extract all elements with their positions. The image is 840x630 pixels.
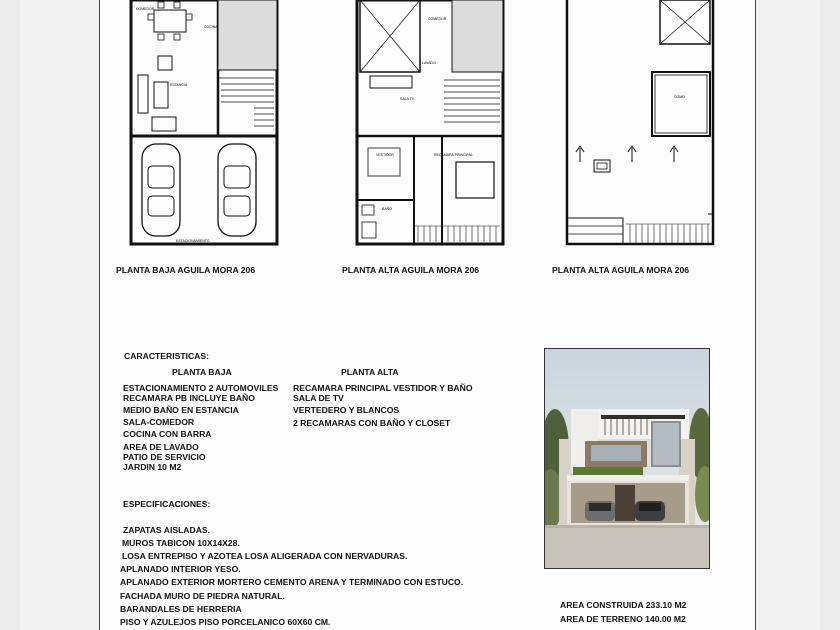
list-item: MEDIO BAÑO EN ESTANCIA bbox=[123, 405, 239, 415]
list-item: LOSA ENTREPISO Y AZOTEA LOSA ALIGERADA CON NERVADURAS. bbox=[122, 551, 408, 561]
list-item: JARDIN 10 M2 bbox=[123, 462, 182, 472]
house-rendering bbox=[544, 348, 710, 569]
list-item: ZAPATAS AISLADAS. bbox=[123, 525, 211, 535]
svg-text:COMEDOR: COMEDOR bbox=[428, 17, 447, 21]
list-item: AREA DE LAVADO bbox=[123, 442, 199, 452]
list-item: FACHADA MURO DE PIEDRA NATURAL. bbox=[120, 591, 285, 601]
list-item: COCINA CON BARRA bbox=[123, 429, 212, 439]
list-item: BARANDALES DE HERRERIA bbox=[120, 604, 242, 614]
svg-text:COMEDOR: COMEDOR bbox=[136, 7, 155, 11]
svg-text:SALA TV: SALA TV bbox=[400, 97, 415, 101]
list-item: 2 RECAMARAS CON BAÑO Y CLOSET bbox=[293, 418, 451, 428]
floor-plan-ground bbox=[126, 0, 282, 250]
list-item: MUROS TABICON 10X14X28. bbox=[122, 538, 240, 548]
area-construida: AREA CONSTRUIDA 233.10 M2 bbox=[560, 600, 687, 610]
svg-text:RECAMARA PRINCIPAL: RECAMARA PRINCIPAL bbox=[434, 153, 473, 157]
svg-text:COCINA: COCINA bbox=[204, 25, 218, 29]
plan-caption-roof: PLANTA ALTA AGUILA MORA 206 bbox=[552, 265, 690, 275]
planta-baja-title: PLANTA BAJA bbox=[172, 367, 232, 377]
floor-plan-roof bbox=[562, 0, 718, 250]
list-item: SALA-COMEDOR bbox=[123, 417, 195, 427]
specs-heading: ESPECIFICACIONES: bbox=[123, 499, 211, 509]
floor-plan-upper bbox=[352, 0, 508, 250]
list-item: ESTACIONAMIENTO 2 AUTOMOVILES bbox=[123, 383, 279, 393]
planta-alta-title: PLANTA ALTA bbox=[341, 367, 399, 377]
plan-caption-upper: PLANTA ALTA AGUILA MORA 206 bbox=[342, 265, 480, 275]
svg-text:LAVADO: LAVADO bbox=[422, 61, 436, 65]
list-item: VERTEDERO Y BLANCOS bbox=[293, 405, 400, 415]
list-item: APLANADO EXTERIOR MORTERO CEMENTO ARENA Y TERMINADO CON ESTUCO. bbox=[120, 577, 464, 587]
area-terreno: AREA DE TERRENO 140.00 M2 bbox=[560, 614, 686, 624]
list-item: SALA DE TV bbox=[293, 393, 344, 403]
list-item: RECAMARA PRINCIPAL VESTIDOR Y BAÑO bbox=[293, 383, 473, 393]
list-item: PISO Y AZULEJOS PISO PORCELANICO 60X60 CM. bbox=[120, 617, 331, 627]
svg-text:ESTACIONAMIENTO: ESTACIONAMIENTO bbox=[176, 239, 210, 243]
features-heading: CARACTERISTICAS: bbox=[124, 351, 209, 361]
svg-text:BAÑO: BAÑO bbox=[382, 207, 392, 211]
list-item: PATIO DE SERVICIO bbox=[123, 452, 206, 462]
list-item: APLANADO INTERIOR YESO. bbox=[120, 564, 241, 574]
svg-text:VESTIDOR: VESTIDOR bbox=[376, 153, 394, 157]
plan-caption-ground: PLANTA BAJA AGUILA MORA 206 bbox=[116, 265, 256, 275]
svg-text:DOMO: DOMO bbox=[674, 95, 685, 99]
list-item: RECAMARA PB INCLUYE BAÑO bbox=[123, 393, 255, 403]
svg-text:ESTANCIA: ESTANCIA bbox=[170, 83, 188, 87]
